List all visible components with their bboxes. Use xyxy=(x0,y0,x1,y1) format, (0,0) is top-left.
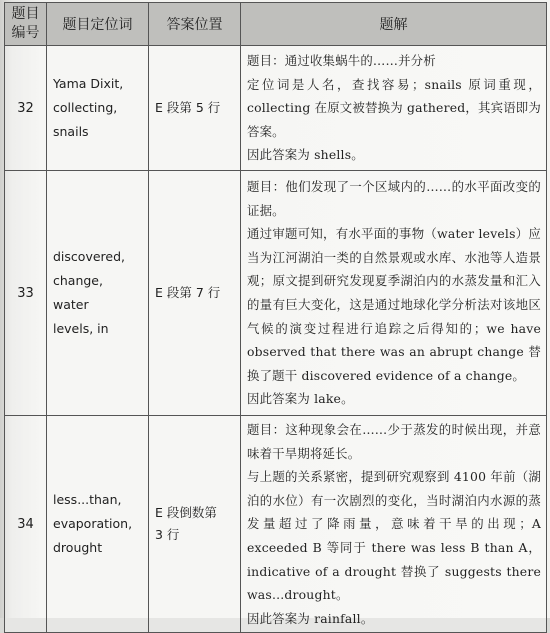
explanation-line: 因此答案为 lake。 xyxy=(247,391,354,407)
explanation-line: 因此答案为 rainfall。 xyxy=(247,610,374,626)
header-number xyxy=(5,3,47,46)
question-number: 32 xyxy=(5,46,47,171)
explanation-line: 通过审题可知，有水平面的事物（water levels）应当为江河湖泊一类的自然景观或水库、水池等人造景观；原文提到研究发现夏季湖泊内的水蒸发量和汇入的量有巨大变化，这是通过地球化学分析法对该地区气候的演变过程进行追踪之后得知的；we have observed that there was an abrupt change 替换了题干 discovered evidence of a change。 xyxy=(247,226,541,383)
position-line: E 段倒数第 xyxy=(155,505,217,521)
keyword-line: less...than, xyxy=(53,492,122,508)
header-keywords: 题目定位词 xyxy=(47,3,149,46)
question-number: 34 xyxy=(5,416,47,633)
explanation-line: 定位词是人名，查找容易；snails 原词重现，collecting 在原文被替换为 gathered，其宾语即为答案。 xyxy=(247,76,541,139)
keywords-cell xyxy=(47,171,149,416)
explanation-line: 题目：通过收集蜗牛的……并分析 xyxy=(247,53,436,69)
header-number-line2: 编号 xyxy=(11,25,40,41)
table-row xyxy=(5,171,547,416)
answer-position xyxy=(149,46,241,171)
position-line: E 段第 7 行 xyxy=(155,285,221,300)
question-number: 33 xyxy=(5,171,47,416)
explanation-line: 因此答案为 shells。 xyxy=(247,147,364,163)
keywords-cell xyxy=(47,416,149,633)
explanation-line: 题目：这种现象会在……少于蒸发的时候出现，并意味着干旱期将延长。 xyxy=(247,422,541,461)
position-line: 3 行 xyxy=(155,527,180,543)
keyword-line: Yama Dixit, xyxy=(53,76,124,91)
keyword-line: evaporation, xyxy=(53,516,133,532)
explanation-line: 与上题的关系紧密，提到研究观察到 4100 年前（湖泊的水位）有一次剧烈的变化，当时湖泊内水源的蒸发量超过了降雨量，意味着干旱的出现；A exceeded B 等同于 there was less B than A，indicative of a drought 替换了 suggests there was...drought。 xyxy=(247,469,541,603)
header-position: 答案位置 xyxy=(149,3,241,46)
keyword-line: drought xyxy=(53,540,103,556)
keyword-line: snails xyxy=(53,124,89,139)
keyword-line: collecting, xyxy=(53,100,118,115)
keyword-line: change, water xyxy=(53,273,103,312)
explanation-cell xyxy=(241,171,547,416)
table-header-row xyxy=(5,3,547,46)
keyword-line: discovered, xyxy=(53,249,125,264)
explanation-cell xyxy=(241,46,547,171)
explanation-cell xyxy=(241,416,547,633)
keyword-line: levels, in xyxy=(53,321,109,336)
answer-position xyxy=(149,416,241,633)
table-row xyxy=(5,416,547,633)
answer-table xyxy=(4,2,547,633)
position-line: E 段第 5 行 xyxy=(155,100,221,115)
header-explanation: 题解 xyxy=(241,3,547,46)
header-number-line1: 题目 xyxy=(11,6,40,22)
answer-position xyxy=(149,171,241,416)
keywords-cell xyxy=(47,46,149,171)
table-row xyxy=(5,46,547,171)
explanation-line: 题目：他们发现了一个区域内的……的水平面改变的证据。 xyxy=(247,179,541,218)
